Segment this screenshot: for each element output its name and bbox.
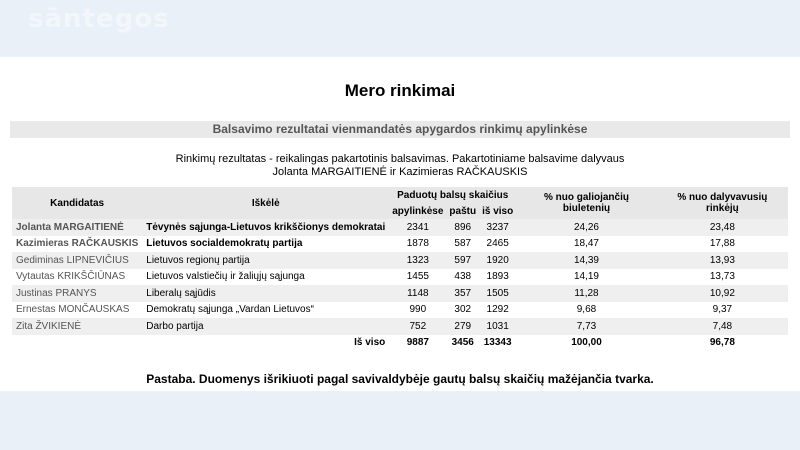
pct-voters: 7,48 [657, 318, 788, 335]
candidate-name: Ernestas MONČAUSKAS [16, 304, 130, 316]
pct-valid: 7,73 [516, 318, 657, 335]
votes-mail: 357 [446, 285, 479, 302]
pct-voters: 17,88 [709, 238, 735, 250]
table-row [12, 269, 788, 286]
totals-label: Iš viso [354, 337, 386, 349]
result-note-line2: Jolanta MARGAITIENĖ ir Kazimieras RAČKAUSKIS [272, 166, 528, 178]
pct-valid: 18,47 [573, 238, 599, 250]
votes-polling: 1323 [389, 252, 446, 269]
header-votes-group: Paduotų balsų skaičius [389, 187, 516, 203]
candidate-party: Lietuvos valstiečių ir žaliųjų sąjunga [146, 271, 305, 283]
results-panel [0, 57, 800, 391]
candidate-name: Jolanta MARGAITIENĖ [12, 219, 142, 236]
candidate-name: Gediminas LIPNEVIČIUS [12, 252, 142, 269]
candidate-name: Kazimieras RAČKAUSKIS [16, 238, 139, 250]
bottom-banner [0, 391, 800, 450]
votes-mail: 438 [454, 271, 472, 283]
header-total: iš viso [479, 203, 516, 219]
totals-polling: 9887 [406, 337, 429, 349]
page-title: Mero rinkimai [344, 81, 456, 100]
totals-pct-voters: 96,78 [709, 337, 735, 349]
table-row [12, 302, 788, 319]
result-note-line1: Rinkimų rezultatas - reikalingas pakartotinis balsavimas. Pakartotiniame balsavime dalyvaus [175, 153, 625, 165]
candidate-party: Lietuvos regionų partija [142, 252, 389, 269]
header-by-mail: paštu [446, 203, 479, 219]
section-subtitle: Balsavimo rezultatai vienmandatės apygardos rinkimų apylinkėse [10, 121, 790, 138]
results-table [12, 187, 788, 351]
votes-total: 1920 [479, 252, 516, 269]
candidate-party: Liberalų sąjūdis [142, 285, 389, 302]
votes-mail: 302 [454, 304, 472, 316]
footnote: Pastaba. Duomenys išrikiuoti pagal savivaldybėje gautų balsų skaičių mažėjančia tvarka. [146, 372, 654, 386]
votes-polling: 1148 [389, 285, 446, 302]
banner-logo-text: sāntegos [28, 4, 170, 34]
pct-voters: 9,37 [712, 304, 733, 316]
votes-total: 1292 [486, 304, 509, 316]
table-row [12, 236, 788, 253]
pct-valid: 24,26 [516, 219, 657, 236]
result-note [0, 153, 800, 179]
candidate-party: Demokratų sąjunga „Vardan Lietuvos“ [146, 304, 314, 316]
candidate-party: Darbo partija [142, 318, 389, 335]
votes-polling: 752 [389, 318, 446, 335]
votes-polling: 1455 [406, 271, 429, 283]
pct-voters: 13,73 [709, 271, 735, 283]
totals-total: 13343 [483, 337, 512, 349]
votes-polling: 990 [409, 304, 427, 316]
pct-voters: 10,92 [657, 285, 788, 302]
table-row [12, 219, 788, 236]
pct-valid: 14,39 [516, 252, 657, 269]
totals-pct-valid: 100,00 [571, 337, 602, 349]
header-candidate: Kandidatas [12, 187, 142, 219]
candidate-party: Lietuvos socialdemokratų partija [146, 238, 303, 250]
pct-valid: 9,68 [576, 304, 597, 316]
votes-mail: 597 [446, 252, 479, 269]
totals-mail: 3456 [451, 337, 474, 349]
header-pct-valid: % nuo galiojančių biuletenių [516, 187, 657, 219]
table-row [12, 318, 788, 335]
votes-mail: 279 [446, 318, 479, 335]
header-pct-voters: % nuo dalyvavusių rinkėjų [657, 187, 788, 219]
votes-polling: 1878 [406, 238, 429, 250]
pct-voters: 23,48 [657, 219, 788, 236]
candidate-name: Justinas PRANYS [12, 285, 142, 302]
candidate-name: Zita ŽVIKIENĖ [12, 318, 142, 335]
votes-mail: 587 [454, 238, 472, 250]
votes-total: 3237 [479, 219, 516, 236]
table-row [12, 285, 788, 302]
candidate-party: Tėvynės sąjunga-Lietuvos krikščionys demokratai [142, 219, 389, 236]
totals-row [12, 335, 788, 352]
votes-polling: 2341 [389, 219, 446, 236]
table-row [12, 252, 788, 269]
totals-spacer [12, 335, 142, 352]
votes-total: 1505 [479, 285, 516, 302]
votes-total: 1893 [486, 271, 509, 283]
pct-voters: 13,93 [657, 252, 788, 269]
votes-mail: 896 [446, 219, 479, 236]
candidate-name: Vytautas KRIKŠČIŪNAS [16, 271, 126, 283]
header-at-polling: apylinkėse [389, 203, 446, 219]
top-banner [0, 0, 800, 57]
votes-total: 1031 [479, 318, 516, 335]
votes-total: 2465 [486, 238, 509, 250]
header-nominated-by: Iškėlė [142, 187, 389, 219]
pct-valid: 14,19 [573, 271, 599, 283]
pct-valid: 11,28 [516, 285, 657, 302]
